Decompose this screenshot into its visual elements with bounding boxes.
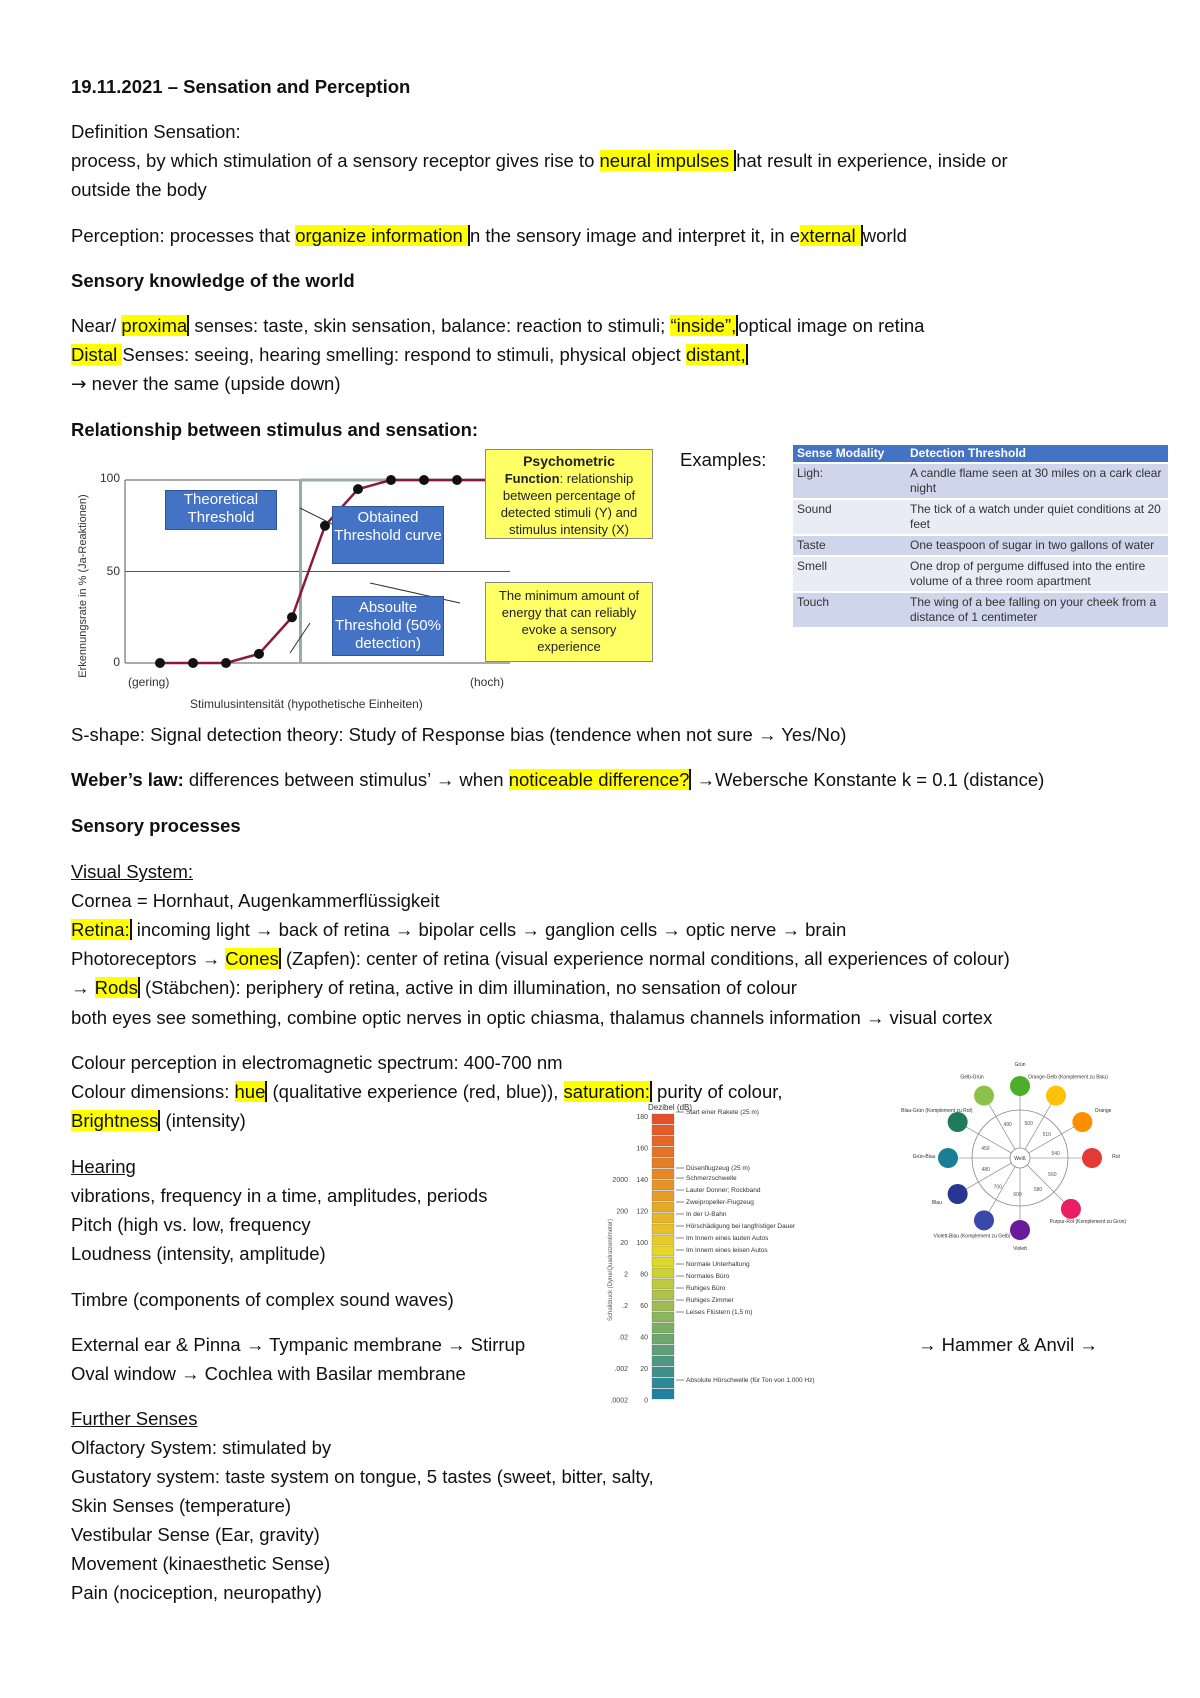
both-eyes-line: both eyes see something, combine optic nerves in optic chiasma, thalamus channels information → visual cortex	[71, 1007, 993, 1028]
wavelength-label: 560	[1048, 1171, 1057, 1178]
text: (Stäbchen): periphery of retina, active in dim illumination, no sensation of colour	[139, 977, 797, 998]
decibel-bar-segment	[652, 1235, 674, 1245]
colour-name-label: Grün-Blau	[912, 1154, 936, 1160]
table-cell: Ligh:	[793, 463, 906, 499]
further-item: Vestibular Sense (Ear, gravity)	[71, 1524, 320, 1545]
decibel-bar-segment	[652, 1334, 674, 1344]
decibel-example-label: Normale Unterhaltung	[686, 1261, 750, 1268]
data-point	[254, 649, 264, 659]
x-high-label: (hoch)	[470, 675, 505, 689]
decibel-title: Dezibel (dB)	[648, 1103, 693, 1112]
colour-name-label: Grün	[1014, 1062, 1026, 1068]
colour-circle	[1061, 1199, 1081, 1219]
highlight: Rods	[94, 977, 138, 998]
def-sensation-line2: outside the body	[71, 179, 207, 200]
text: hat result in experience, inside or	[736, 150, 1008, 171]
y-tick-0: 0	[113, 655, 120, 669]
decibel-bar-segment	[652, 1301, 674, 1311]
never-same-line	[71, 372, 341, 397]
table-cell: Touch	[793, 592, 906, 627]
data-point	[188, 658, 198, 668]
perception-line	[71, 224, 907, 248]
sensory-processes-heading: Sensory processes	[71, 815, 241, 836]
colour-wheel-figure	[900, 1030, 1140, 1252]
decibel-example-label: Im Innern eines lauten Autos	[686, 1235, 769, 1242]
decibel-level-label: 140	[636, 1177, 648, 1184]
wavelength-label: 480	[981, 1167, 990, 1174]
minimum-energy-box: The minimum amount of energy that can reliably evoke a sensory experience	[485, 582, 653, 662]
colour-name-label: Blau	[931, 1200, 942, 1206]
decibel-bar-segment	[652, 1202, 674, 1212]
decibel-bar-segment	[652, 1268, 674, 1278]
colour-name-label: Rot	[1112, 1154, 1120, 1160]
further-item: Gustatory system: taste system on tongue, 5 tastes (sweet, bitter, salty,	[71, 1466, 654, 1487]
data-point	[287, 612, 297, 622]
text: purity of colour,	[651, 1081, 783, 1102]
decibel-example-label: Schmerzschwelle	[686, 1175, 737, 1182]
photoreceptors-line	[71, 947, 1010, 971]
colour-circle	[948, 1112, 968, 1132]
decibel-bar-segment	[652, 1257, 674, 1267]
visual-system-heading: Visual System:	[71, 861, 194, 882]
further-item: Olfactory System: stimulated by	[71, 1437, 332, 1458]
wavelength-label: 490	[1003, 1122, 1012, 1129]
decibel-level-label: 20	[640, 1366, 648, 1373]
x-low-label: (gering)	[128, 675, 170, 689]
table-cell: The tick of a watch under quiet conditions at 20 feet	[906, 499, 1168, 535]
x-axis-label: Stimulusintensität (hypothetische Einheiten)	[190, 697, 423, 711]
page-title: 19.11.2021 – Sensation and Perception	[71, 76, 411, 97]
colour-name-label: Orange	[1094, 1108, 1112, 1114]
text: Perception: processes that	[71, 225, 296, 246]
decibel-bar-segment	[652, 1213, 674, 1223]
highlight: neural impulses	[599, 150, 735, 171]
header-detection-threshold: Detection Threshold	[906, 445, 1168, 463]
def-sensation-line1	[71, 149, 1008, 173]
absolute-threshold-box: Absoulte Threshold (50% detection)	[332, 596, 444, 656]
decibel-level-label: 120	[636, 1208, 648, 1216]
psychometric-figure	[70, 448, 670, 716]
hearing-line: Timbre (components of complex sound waves)	[71, 1289, 454, 1310]
text: →	[71, 977, 95, 998]
colour-circle	[1072, 1112, 1092, 1132]
hearing-line: → Hammer & Anvil →	[918, 1334, 1098, 1355]
text: (Zapfen): center of retina (visual experience normal conditions, all experiences of colour)	[280, 948, 1010, 969]
text: incoming light → back of retina → bipolar cells → ganglion cells → optic nerve → brain	[131, 919, 847, 940]
weber-bold: Weber’s law:	[71, 769, 184, 790]
def-sensation-label: Definition Sensation:	[71, 121, 241, 142]
decibel-level-label: 0	[644, 1397, 648, 1405]
decibel-example-label: Zweipropeller-Flugzeug	[686, 1199, 754, 1206]
psychometric-title: Psychometric	[523, 453, 615, 469]
hearing-line: vibrations, frequency in a time, amplitudes, periods	[71, 1185, 488, 1206]
psychometric-function-word: Function	[504, 471, 560, 486]
decibel-example-label: Normales Büro	[686, 1273, 730, 1280]
pressure-label: 2000	[612, 1177, 628, 1184]
decibel-bar-segment	[652, 1290, 674, 1300]
decibel-level-label: 40	[640, 1334, 648, 1342]
pressure-label: .002	[614, 1366, 628, 1373]
cornea-line: Cornea = Hornhaut, Augenkammerflüssigkeit	[71, 890, 440, 911]
table-row	[793, 535, 1168, 556]
decibel-bar-segment	[652, 1191, 674, 1201]
table-cell: One teaspoon of sugar in two gallons of water	[906, 535, 1168, 556]
text: Photoreceptors →	[71, 948, 226, 969]
wavelength-label: 510	[1042, 1131, 1051, 1138]
text: (qualitative experience (red, blue)),	[267, 1081, 564, 1102]
colour-name-label: Violett-Blau (Komplement zu Gelb)	[933, 1233, 1011, 1240]
wavelength-label: 700	[993, 1184, 1003, 1191]
highlight: saturation:	[563, 1081, 650, 1102]
table-cell: A candle flame seen at 30 miles on a cark clear night	[906, 463, 1168, 499]
decibel-bar-segment	[652, 1356, 674, 1366]
decibel-bar-segment	[652, 1323, 674, 1333]
decibel-bar-segment	[652, 1224, 674, 1234]
obtained-threshold-box: Obtained Threshold curve	[332, 506, 444, 564]
colour-circle	[938, 1148, 958, 1168]
psychometric-function-box	[485, 449, 653, 539]
distal-senses-line	[71, 343, 748, 367]
retina-line	[71, 918, 846, 942]
pressure-label: .02	[618, 1334, 628, 1342]
table-row	[793, 556, 1168, 592]
wavelength-label: 600	[1013, 1191, 1022, 1198]
highlight: noticeable difference?	[508, 769, 690, 790]
highlight: xternal	[800, 225, 861, 246]
colour-name-label: Violett	[1013, 1246, 1027, 1252]
data-point	[155, 658, 165, 668]
hearing-heading: Hearing	[71, 1156, 136, 1177]
wavelength-label: 450	[981, 1146, 990, 1153]
text: Colour dimensions:	[71, 1081, 235, 1102]
highlight: Cones	[225, 948, 279, 969]
colour-circle	[1010, 1220, 1030, 1240]
decibel-bar-segment	[652, 1136, 674, 1146]
hearing-line: Loudness (intensity, amplitude)	[71, 1243, 326, 1264]
pressure-label: 20	[620, 1240, 628, 1247]
text: differences between stimulus’ → when	[183, 769, 509, 790]
decibel-bar-segment	[652, 1389, 674, 1399]
highlight: hue	[234, 1081, 266, 1102]
colour-circle	[1082, 1148, 1102, 1168]
relationship-heading: Relationship between stimulus and sensation:	[71, 419, 479, 440]
pressure-label: 2	[624, 1271, 628, 1279]
decibel-bar-segment	[652, 1114, 674, 1124]
decibel-bar-segment	[652, 1312, 674, 1322]
colour-name-label: Orange-Gelb (Komplement zu Blau)	[1028, 1074, 1108, 1081]
further-senses-heading: Further Senses	[71, 1408, 198, 1429]
text: n the sensory image and interpret it, in e	[469, 225, 801, 246]
hearing-line: Oval window → Cochlea with Basilar membrane	[71, 1363, 466, 1384]
table-cell: Sound	[793, 499, 906, 535]
colour-wheel	[900, 1030, 1140, 1252]
decibel-example-label: Start einer Rakete (25 m)	[686, 1109, 759, 1116]
text: optical image on retina	[738, 315, 925, 336]
text: senses: taste, skin sensation, balance: reaction to stimuli;	[189, 315, 671, 336]
table-row	[793, 499, 1168, 535]
decibel-axis-label: Schalldruck (Dyne/Quadratzentimeter)	[608, 1218, 614, 1322]
table-cell: Taste	[793, 535, 906, 556]
data-point	[419, 475, 429, 485]
wavelength-label: 580	[1033, 1187, 1043, 1194]
threshold-table	[793, 445, 1168, 627]
wavelength-label: 540	[1051, 1150, 1060, 1157]
decibel-figure	[600, 1100, 900, 1410]
data-point	[353, 484, 363, 494]
decibel-level-label: 60	[640, 1303, 648, 1310]
wavelength-label: 500	[1024, 1121, 1033, 1128]
decibel-example-label: Ruhiges Büro	[686, 1285, 726, 1292]
text: →Webersche Konstante k = 0.1 (distance)	[691, 769, 1045, 790]
text: never the same (upside down)	[86, 373, 341, 394]
theoretical-threshold-box: Theoretical Threshold	[165, 490, 277, 530]
decibel-level-label: 100	[636, 1240, 648, 1247]
weber-line	[71, 768, 1044, 792]
brightness-line	[71, 1109, 246, 1133]
decibel-level-label: 180	[636, 1114, 648, 1121]
decibel-level-label: 160	[636, 1145, 648, 1153]
decibel-bar-segment	[652, 1367, 674, 1377]
pressure-label: .0002	[610, 1397, 628, 1405]
text: process, by which stimulation of a sensory receptor gives rise to	[71, 150, 600, 171]
table-row	[793, 463, 1168, 499]
psychometric-desc: : relationship between percentage of detected stimuli (Y) and stimulus intensity (X)	[500, 471, 638, 537]
decibel-bar-segment	[652, 1378, 674, 1388]
pressure-label: 200	[616, 1208, 628, 1216]
text: Near/	[71, 315, 122, 336]
hearing-line: External ear & Pinna → Tympanic membrane → Stirrup	[71, 1334, 526, 1355]
decibel-bar-segment	[652, 1345, 674, 1355]
colour-circle	[1010, 1076, 1030, 1096]
decibel-example-label: Hörschädigung bei langfristiger Dauer	[686, 1223, 796, 1230]
table-cell: One drop of pergume diffused into the entire volume of a three room apartment	[906, 556, 1168, 592]
highlight: organize information	[295, 225, 468, 246]
decibel-bar-segment	[652, 1246, 674, 1256]
decibel-bar-segment	[652, 1147, 674, 1157]
pressure-label: .2	[622, 1303, 628, 1310]
highlight: Brightness	[71, 1110, 159, 1131]
arrow-icon: →	[71, 374, 87, 395]
text: (intensity)	[160, 1110, 246, 1131]
further-item: Skin Senses (temperature)	[71, 1495, 292, 1516]
colour-name-label: Purpur-Rot (Komplement zu Grün)	[1049, 1219, 1127, 1226]
text: world	[862, 225, 907, 246]
decibel-bar-segment	[652, 1180, 674, 1190]
decibel-example-label: Ruhiges Zimmer	[686, 1297, 734, 1304]
hearing-line: Pitch (high vs. low, frequency	[71, 1214, 311, 1235]
colour-circle	[974, 1210, 994, 1230]
colour-circle	[974, 1086, 994, 1106]
decibel-scale	[600, 1100, 900, 1410]
table-row	[793, 592, 1168, 627]
data-point	[386, 475, 396, 485]
decibel-bar-segment	[652, 1169, 674, 1179]
decibel-bar-segment	[652, 1158, 674, 1168]
data-point	[221, 658, 231, 668]
table-cell: Smell	[793, 556, 906, 592]
sensory-knowledge-heading: Sensory knowledge of the world	[71, 270, 355, 291]
header-sense-modality: Sense Modality	[793, 445, 906, 463]
colour-spectrum-line: Colour perception in electromagnetic spectrum: 400-700 nm	[71, 1052, 563, 1073]
decibel-example-label: Düsenflugzeug (25 m)	[686, 1165, 750, 1172]
colour-circle	[948, 1184, 968, 1204]
examples-label: Examples:	[680, 449, 767, 470]
further-item: Pain (nociception, neuropathy)	[71, 1582, 322, 1603]
y-axis-label: Erkennungsrate in % (Ja-Reaktionen)	[77, 494, 89, 678]
highlight: distant,	[685, 344, 746, 365]
wheel-spoke	[958, 1158, 1020, 1194]
colour-name-label: Gelb-Grün	[960, 1074, 984, 1081]
colour-name-label: Blau-Grün (Komplement zu Rot)	[901, 1108, 973, 1114]
table-cell: The wing of a bee falling on your cheek from a distance of 1 centimeter	[906, 592, 1168, 627]
wheel-spoke	[1020, 1158, 1071, 1209]
wheel-center-label: Weiß	[1014, 1156, 1026, 1162]
decibel-level-label: 80	[640, 1271, 648, 1279]
decibel-bar-segment	[652, 1125, 674, 1135]
decibel-example-label: In der U-Bahn	[686, 1211, 727, 1218]
highlight: Distal	[71, 344, 123, 365]
decibel-example-label: Im Innern eines leisen Autos	[686, 1247, 768, 1254]
decibel-example-label: Leises Flüstern (1,5 m)	[686, 1309, 753, 1316]
highlight: Retina:	[71, 919, 130, 940]
highlight: proxima	[121, 315, 188, 336]
table-header-row	[793, 445, 1168, 463]
text: Senses: seeing, hearing smelling: respond to stimuli, physical object	[122, 344, 686, 365]
further-item: Movement (kinaesthetic Sense)	[71, 1553, 331, 1574]
sshape-line: S-shape: Signal detection theory: Study of Response bias (tendence when not sure → Yes/No)	[71, 724, 847, 745]
data-point	[452, 475, 462, 485]
decibel-bar-segment	[652, 1279, 674, 1289]
near-senses-line	[71, 314, 924, 338]
y-tick-100: 100	[99, 471, 120, 485]
colour-circle	[1046, 1086, 1066, 1106]
y-tick-50: 50	[106, 564, 120, 578]
decibel-example-label: Absolute Hörschwelle (für Ton von 1.000 Hz)	[686, 1377, 815, 1384]
highlight: “inside”,	[670, 315, 737, 336]
decibel-example-label: Lauter Donner; Rockband	[686, 1187, 761, 1194]
rods-line	[71, 976, 797, 1000]
